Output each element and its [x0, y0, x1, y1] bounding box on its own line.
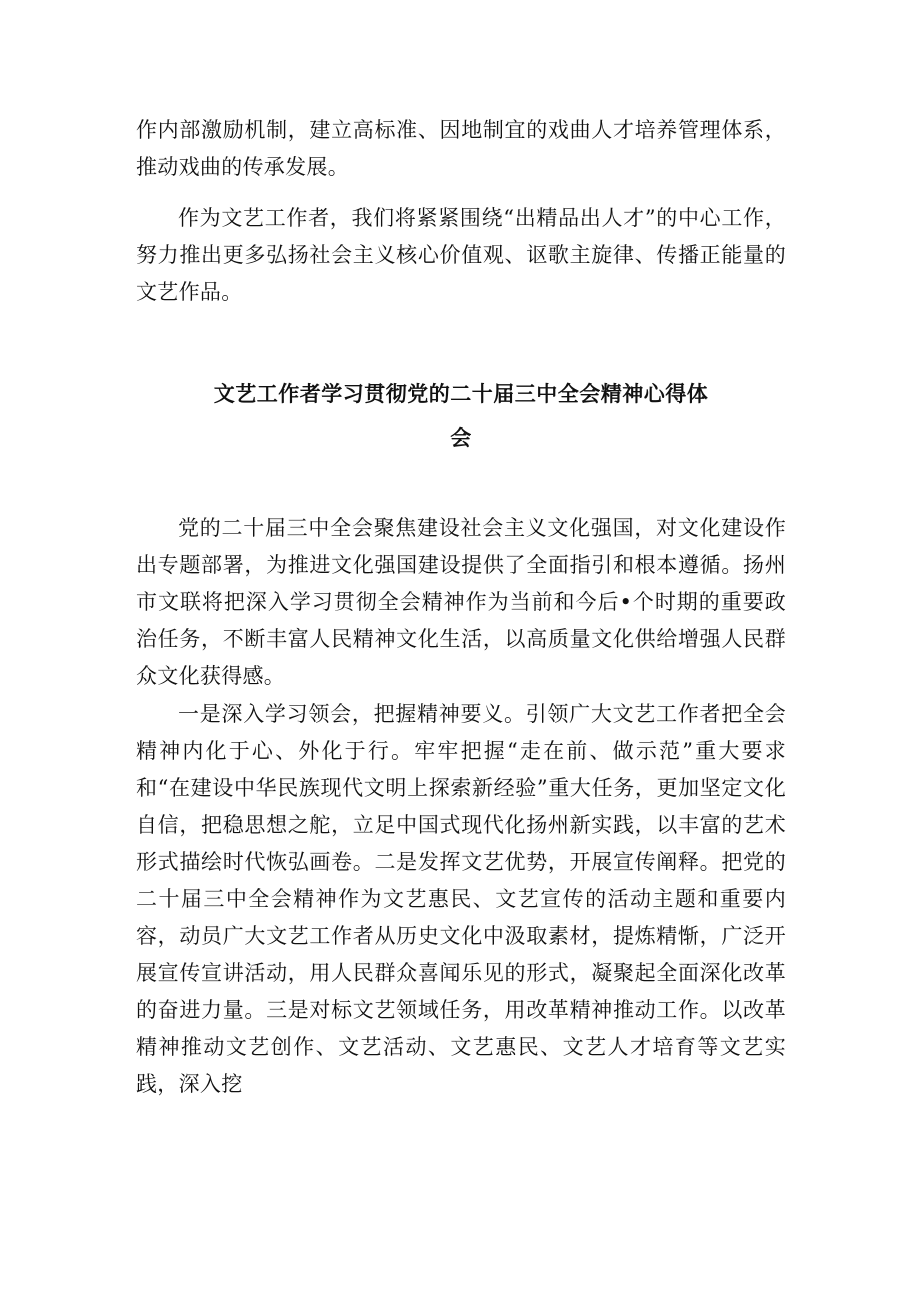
body-paragraph-2: 一是深入学习领会，把握精神要义。引领广大文艺工作者把全会精神内化于心、外化于行。牢牢把握“走在前、做示范”重大要求和“在建设中华民族现代文明上探索新经验”重大任务，更加坚定文化自信，把稳思想之舵，立足中国式现代化扬州新实践，以丰富的艺术形式描绘时代恢弘画卷。二是发挥文艺优势，开展宣传阐释。把党的二十届三中全会精神作为文艺惠民、文艺宣传的活动主题和重要内容，动员广大文艺工作者从历史文化中汲取素材，提炼精惭，广泛开展宣传宣讲活动，用人民群众喜闻乐见的形式，凝聚起全面深化改革的奋进力量。三是对标文艺领域任务，用改革精神推动工作。以改革精神推动文艺创作、文艺活动、文艺惠民、文艺人才培育等文艺实践，深入挖: [136, 702, 786, 1096]
body-paragraph-1: 党的二十届三中全会聚焦建设社会主义文化强国，对文化建设作出专题部署，为推进文化强国建设提供了全面指引和根本遵循。扬州市文联将把深入学习贯彻全会精神作为当前和今后•个时期的重要政治任务，不断丰富人民精神文化生活，以高质量文化供给增强人民群众文化获得感。: [136, 516, 786, 688]
article-title-line-2: 会: [450, 426, 472, 450]
article-title-line-1: 文艺工作者学习贯彻党的二十届三中全会精神心得体: [213, 382, 709, 406]
intro-continuation-paragraph: 作内部激励机制，建立高标准、因地制宜的戏曲人才培养管理体系，推动戏曲的传承发展。: [136, 118, 786, 179]
intro-paragraph: 作为文艺工作者，我们将紧紧围绕“出精品出人才”的中心工作，努力推出更多弘扬社会主义核心价值观、讴歌主旋律、传播正能量的文艺作品。: [136, 206, 786, 304]
